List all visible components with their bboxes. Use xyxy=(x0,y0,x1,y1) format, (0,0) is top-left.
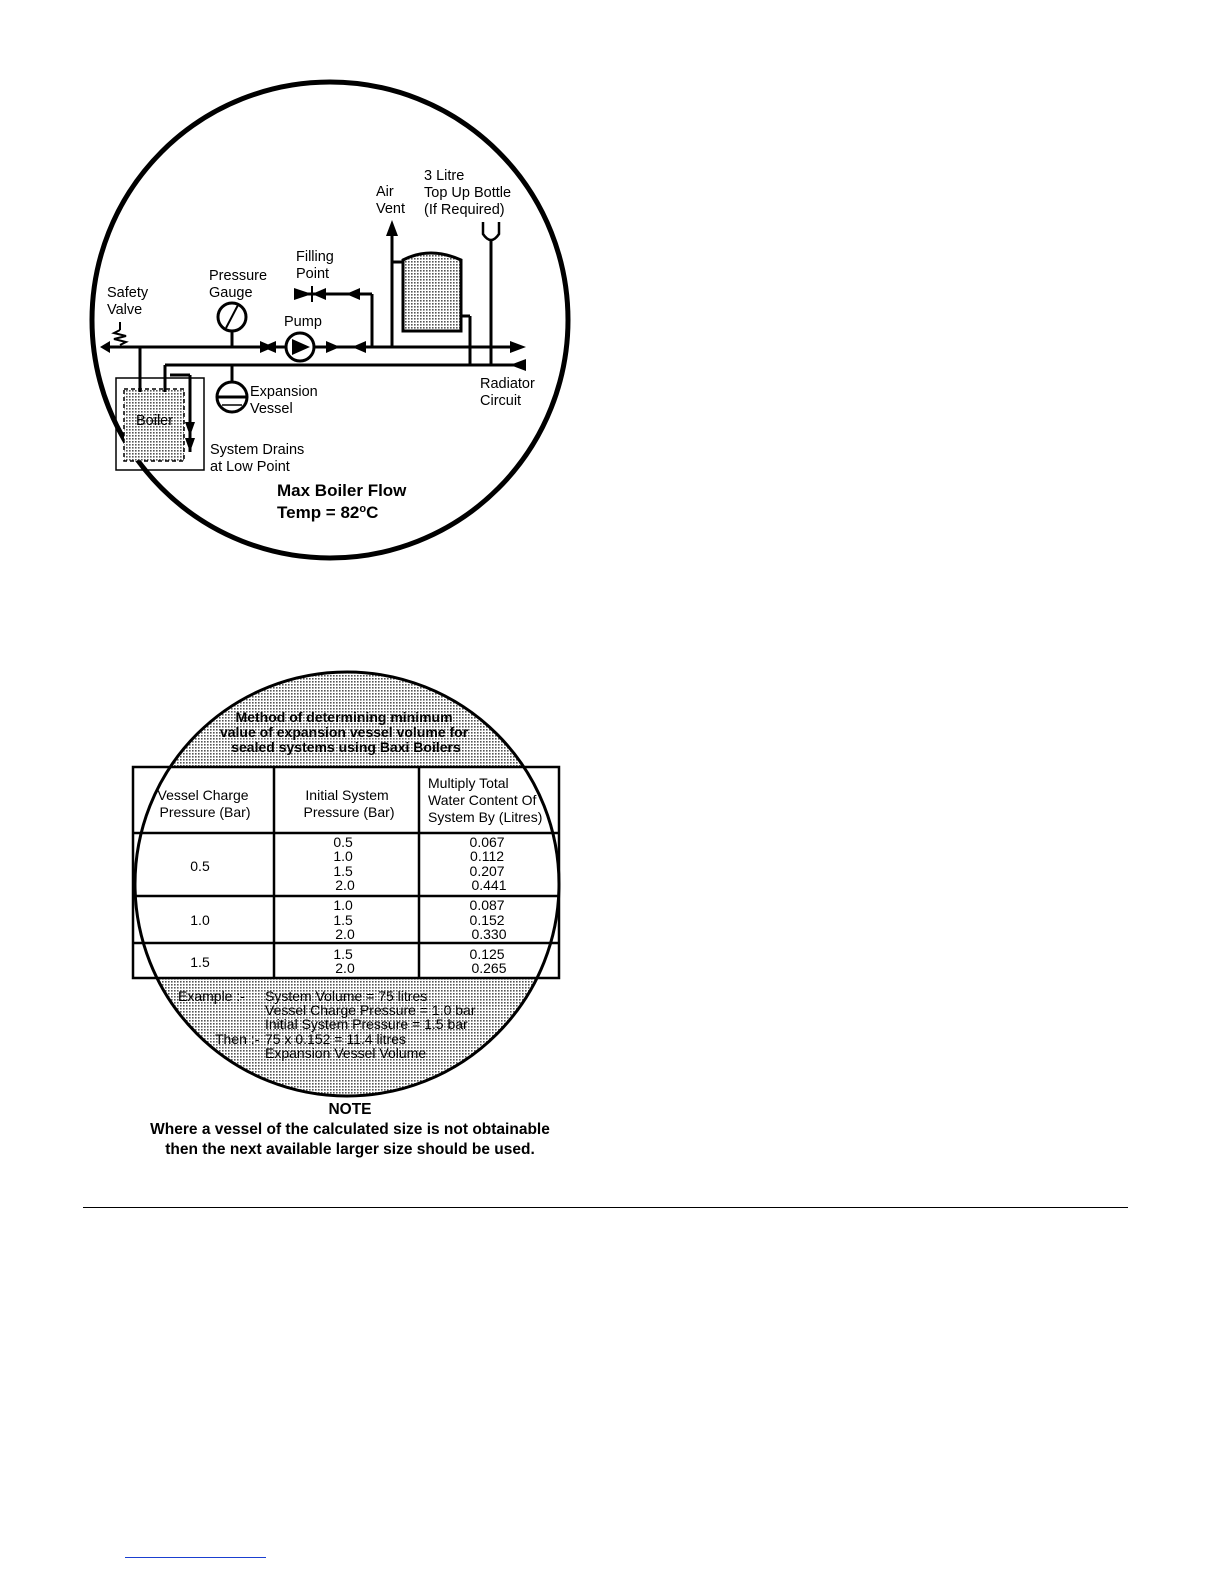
air-vent-label: Air Vent xyxy=(376,184,406,217)
pump-label: Pump xyxy=(284,314,322,330)
row-0-multiply: 0.067 0.112 0.207 0.441 xyxy=(469,834,507,893)
top-up-tank xyxy=(403,253,461,331)
row-2-multiply: 0.125 0.265 xyxy=(469,946,507,976)
top-up-bottle-label: 3 Litre Top Up Bottle (If Required) xyxy=(424,168,512,218)
row-0-initial: 0.5 1.0 1.5 2.0 xyxy=(333,834,355,893)
header-vessel-charge: Vessel Charge Pressure (Bar) xyxy=(157,787,251,820)
example-label: Example :- xyxy=(178,988,245,1004)
note-line-2: then the next available larger size should be used. xyxy=(165,1141,535,1158)
max-boiler-temp-label: Temp = $82^oC$ xyxy=(277,503,379,522)
table-title: Method of determining minimum value of expansion vessel volume for sealed systems using Baxi Boilers xyxy=(219,709,469,755)
boiler-label: Boiler xyxy=(136,413,174,429)
filling-point-valve xyxy=(294,286,360,302)
horizontal-rule xyxy=(83,1207,1128,1208)
row-1-vessel: 1.0 xyxy=(190,912,210,928)
then-lines: 75 x 0.152 = 11.4 litres Expansion Vessel Volume xyxy=(265,1031,427,1061)
expansion-vessel-label: Expansion Vessel xyxy=(250,384,318,417)
radiator-circuit-label: Radiator Circuit xyxy=(480,376,535,409)
example-lines: System Volume = 75 litres Vessel Charge Pressure = 1.0 bar Initial System Pressure = 1.5 bar xyxy=(265,988,476,1032)
note-line-1: Where a vessel of the calculated size is not obtainable xyxy=(150,1121,550,1138)
header-initial-pressure: Initial System Pressure (Bar) xyxy=(303,787,395,820)
footnote-rule xyxy=(125,1557,266,1558)
header-multiply-total: Multiply Total Water Content Of System By (Litres) xyxy=(428,775,543,825)
row-2-vessel: 1.5 xyxy=(190,954,210,970)
row-2-initial: 1.5 2.0 xyxy=(333,946,355,976)
pressure-gauge-label: Pressure Gauge xyxy=(209,268,268,301)
top-up-bottle-icon xyxy=(483,222,499,240)
note-heading: NOTE xyxy=(328,1101,372,1118)
safety-valve-icon xyxy=(114,322,126,345)
pressure-gauge-icon xyxy=(218,303,246,331)
row-0-vessel: 0.5 xyxy=(190,858,210,874)
expansion-vessel-icon xyxy=(217,382,247,412)
expansion-vessel-table-figure xyxy=(120,668,580,1108)
system-drains-label: System Drains at Low Point xyxy=(210,442,305,475)
safety-valve-label: Safety Valve xyxy=(107,285,149,318)
row-1-initial: 1.0 1.5 2.0 xyxy=(333,897,355,942)
then-label: Then :- xyxy=(215,1031,260,1047)
radiator-connections xyxy=(470,347,491,365)
pump-icon xyxy=(286,333,314,361)
row-1-multiply: 0.087 0.152 0.330 xyxy=(469,897,507,942)
max-boiler-flow-label: Max Boiler Flow xyxy=(277,481,407,500)
heating-system-diagram xyxy=(92,82,568,558)
filling-point-label: Filling Point xyxy=(296,249,334,282)
